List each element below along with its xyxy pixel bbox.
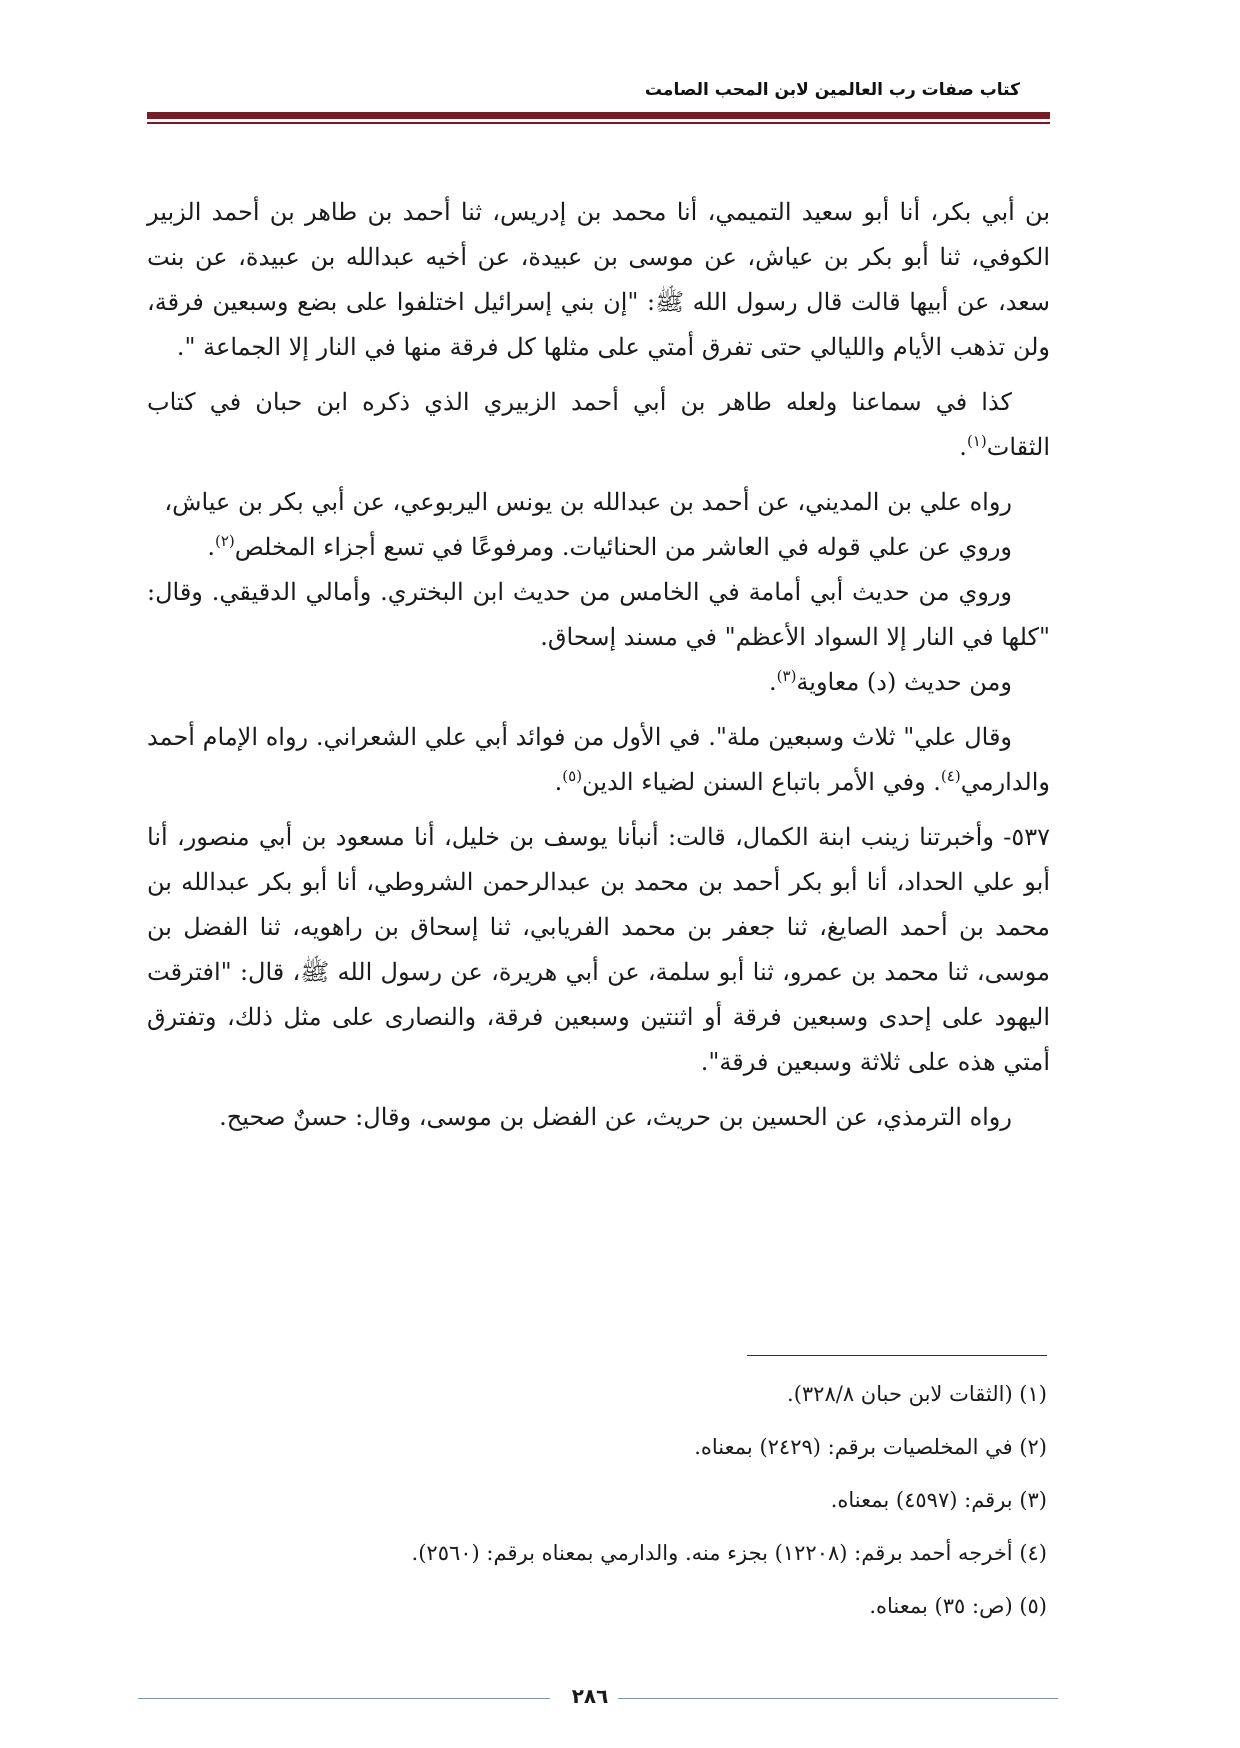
paragraph-7: وقال علي" ثلاث وسبعين ملة". في الأول من فوائد أبي علي الشعراني. رواه الإمام أحمد والدارمي$^{(٤)}$. وفي الأمر باتباع السنن لضياء الدين$^{(٥)}$. [147,723,1050,796]
paragraph-3: رواه علي بن المديني، عن أحمد بن عبدالله بن يونس اليربوعي، عن أبي بكر بن عياش، [164,488,1012,516]
running-header-title: كتاب صفات رب العالمين لابن المحب الصامت [644,80,1020,100]
footnote-separator [747,1355,1047,1356]
paragraph-6: ومن حديث (د) معاوية$^{(٣)}$. [769,667,1012,696]
footnote-2: (٢) في المخلصيات برقم: (٢٤٢٩) بمعناه. [694,1435,1047,1459]
paragraph-5: وروي من حديث أبي أمامة في الخامس من حديث ابن البختري. وأمالي الدقيقي. وقال: "كلها في النار إلا السواد الأعظم" في مسند إسحاق. [147,578,1050,651]
paragraph-2: كذا في سماعنا ولعله طاهر بن أبي أحمد الزبيري الذي ذكره ابن حبان في كتاب الثقات$^{(١)}$. [147,388,1050,461]
footnote-ref-3: (٣) [776,667,797,685]
header-rule [147,112,1050,119]
footnote-ref-5: (٥) [562,767,583,785]
footnotes [247,1368,1047,1633]
footnote-1: (١) (الثقات لابن حبان ٣٢٨/٨). [787,1382,1047,1406]
footnote-3: (٣) برقم: (٤٥٩٧) بمعناه. [830,1488,1047,1512]
paragraph-9: رواه الترمذي، عن الحسين بن حريث، عن الفضل بن موسى، وقال: حسنٌ صحيح. [219,1103,1012,1131]
footer-rule-left [138,1698,550,1699]
paragraph-8: ٥٣٧- وأخبرتنا زينب ابنة الكمال، قالت: أنبأنا يوسف بن خليل، أنا مسعود بن أبي منصور، أنا أبو علي الحداد، أنا أبو بكر أحمد بن محمد بن عبدالرحمن الشروطي، أنا أبو بكر عبدالله بن محمد بن أحمد الصايغ، ثنا جعفر بن محمد الفريابي، ثنا إسحاق بن راهويه، ثنا الفضل بن موسى، ثنا محمد بن عمرو، ثنا أبو سلمة، عن أبي هريرة، عن رسول الله ﷺ، قال: "افترقت اليهود على إحدى وسبعين فرقة أو اثنتين وسبعين فرقة، والنصارى على مثل ذلك، وتفترق أمتي هذه على ثلاثة وسبعين فرقة". [147,823,1050,1076]
footnote-5: (٥) (ص: ٣٥) بمعناه. [869,1594,1047,1618]
header-rule-thin [147,122,1050,124]
paragraph-1: بن أبي بكر، أنا أبو سعيد التميمي، أنا محمد بن إدريس، ثنا أحمد بن طاهر بن أحمد الزبير الكوفي، ثنا أبو بكر بن عياش، عن موسى بن عبيدة، عن أخيه عبدالله بن عبيدة، عن بنت سعد، عن أبيها قالت قال رسول الله ﷺ: "إن بني إسرائيل اختلفوا على بضع وسبعين فرقة، ولن تذهب الأيام والليالي حتى تفرق أمتي على مثلها كل فرقة منها في النار إلا الجماعة ". [147,198,1050,361]
main-text [147,190,1050,1140]
footnote-ref-4: (٤) [940,767,961,785]
footnote-ref-1: (١) [966,432,987,450]
footnote-ref-2: (٢) [214,532,235,550]
page-number: ٢٨٦ [571,1684,609,1708]
paragraph-4: وروي عن علي قوله في العاشر من الحنائيات. ومرفوعًا في تسع أجزاء المخلص$^{(٢)}$. [207,532,1012,561]
footnote-4: (٤) أخرجه أحمد برقم: (١٢٢٠٨) بجزء منه. والدارمي بمعناه برقم: (٢٥٦٠). [411,1541,1047,1565]
footer-rule-right [618,1698,1058,1699]
